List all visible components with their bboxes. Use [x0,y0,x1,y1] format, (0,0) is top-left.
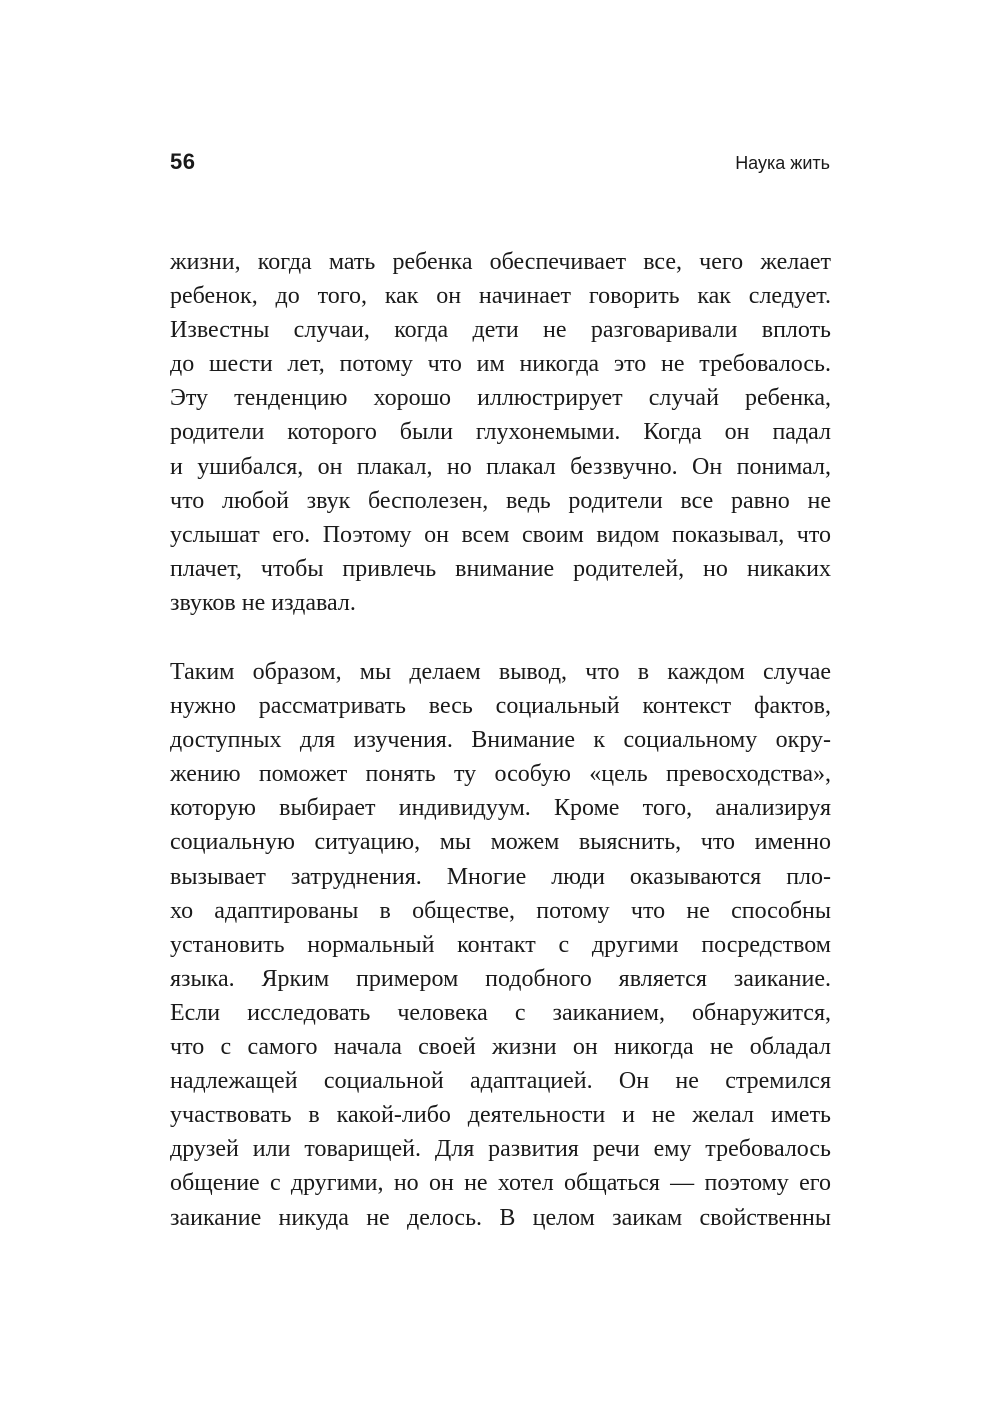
text-line: и ушибался, он плакал, но плакал беззвучно. Он понимал, [170,453,831,480]
text-line: услышат его. Поэтому он всем своим видом показывал, что [170,521,831,548]
text-line: родители которого были глухонемыми. Когда он падал [170,419,831,446]
text-line: хо адаптированы в обществе, потому что не способны [170,897,831,924]
text-line: социальную ситуацию, мы можем выяснить, что именно [170,829,831,856]
paragraph-2 [170,655,831,1235]
text-line: Известны случаи, когда дети не разговаривали вплоть [170,317,831,344]
text-line: что любой звук бесполезен, ведь родители все равно не [170,487,831,514]
text-line: что с самого начала своей жизни он никогда не обладал [170,1034,831,1061]
text-line: Если исследовать человека с заиканием, обнаружится, [170,999,831,1026]
text-line: звуков не издавал. [170,589,356,616]
text-line: друзей или товарищей. Для развития речи ему требовалось [170,1136,831,1163]
text-line: жизни, когда мать ребенка обеспечивает все, чего желает [170,249,831,275]
text-line: надлежащей социальной адаптацией. Он не стремился [170,1068,831,1095]
text-line: нужно рассматривать весь социальный контекст фактов, [170,693,831,720]
text-line: заикание никуда не делось. В целом заикам свойственны [170,1204,831,1231]
text-line: до шести лет, потому что им никогда это не требовалось. [170,351,831,378]
text-line: общение с другими, но он не хотел общаться — поэтому его [170,1170,831,1197]
text-line: языка. Ярким примером подобного является заикание. [170,965,831,992]
text-line: Эту тенденцию хорошо иллюстрирует случай ребенка, [170,385,831,412]
text-line: доступных для изучения. Внимание к социальному окру- [170,727,831,754]
paragraph-1 [170,245,831,620]
text-line: вызывает затруднения. Многие люди оказываются пло- [170,863,831,890]
page-header [170,148,830,178]
text-line: Таким образом, мы делаем вывод, что в каждом случае [170,659,831,685]
text-line: жению поможет понять ту особую «цель превосходства», [170,761,831,788]
text-line: ребенок, до того, как он начинает говорить как следует. [170,283,831,310]
text-line: участвовать в какой-либо деятельности и не желал иметь [170,1102,831,1129]
page-number: 56 [170,149,196,174]
text-line: которую выбирает индивидуум. Кроме того, анализируя [170,795,831,822]
text-line: установить нормальный контакт с другими посредством [170,931,831,958]
text-line: плачет, чтобы привлечь внимание родителей, но никаких [170,555,831,582]
running-title: Наука жить [735,153,830,173]
